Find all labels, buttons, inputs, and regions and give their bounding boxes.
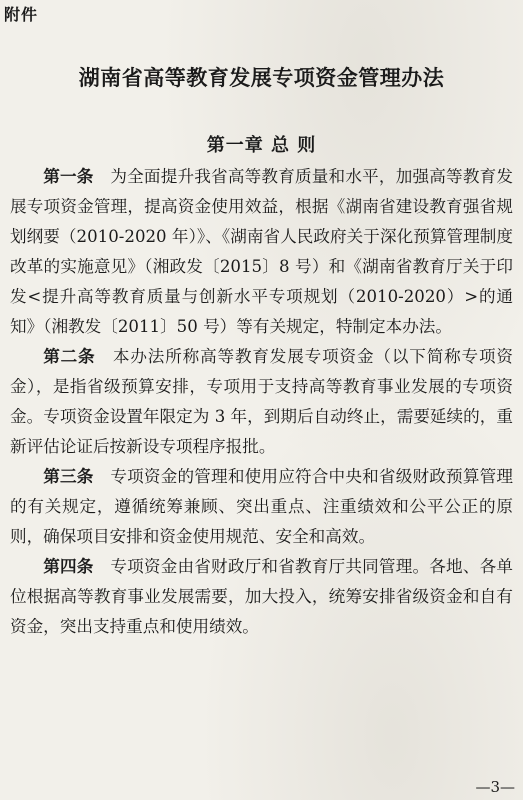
article-label: 第二条: [43, 347, 96, 366]
article-text: 专项资金由省财政厅和省教育厅共同管理。各地、各单位根据高等教育事业发展需要，加大投入，统筹安排省级资金和自有资金，突出支持重点和使用绩效。: [10, 557, 514, 636]
article-3: [10, 462, 513, 552]
article-label: 第一条: [43, 167, 94, 186]
document-body: [10, 162, 513, 642]
chapter-heading: 第一章 总 则: [206, 135, 317, 156]
page-number: —3—: [475, 778, 515, 796]
article-text: 专项资金的管理和使用应符合中央和省级财政预算管理的有关规定，遵循统筹兼顾、突出重点、注重绩效和公平公正的原则，确保项目安排和资金使用规范、安全和高效。: [10, 467, 514, 546]
article-4: [10, 552, 513, 642]
article-1: [10, 162, 513, 342]
attachment-label: 附件: [4, 5, 39, 24]
article-text: 本办法所称高等教育发展专项资金（以下简称专项资金），是指省级预算安排，专项用于支持高等教育事业发展的专项资金。专项资金设置年限定为 3 年，到期后自动终止，需要延续的，重新评估论证后按新设专项程序报批。: [10, 347, 514, 456]
document-title: 湖南省高等教育发展专项资金管理办法: [78, 66, 445, 90]
article-label: 第四条: [43, 557, 94, 576]
article-text: 为全面提升我省高等教育质量和水平，加强高等教育发展专项资金管理，提高资金使用效益，根据《湖南省建设教育强省规划纲要（2010-2020 年）》、《湖南省人民政府关于深化预算管理制度改革的实施意见》（湘政发〔2015〕8 号）和《湖南省教育厅关于印发<提升高等教育质量与创新水平专项规划（2010-2020）>的通知》（湘教发〔2011〕50 号）等有关规定，特制定本办法。: [10, 167, 514, 336]
article-2: [10, 342, 513, 462]
article-label: 第三条: [43, 467, 94, 486]
